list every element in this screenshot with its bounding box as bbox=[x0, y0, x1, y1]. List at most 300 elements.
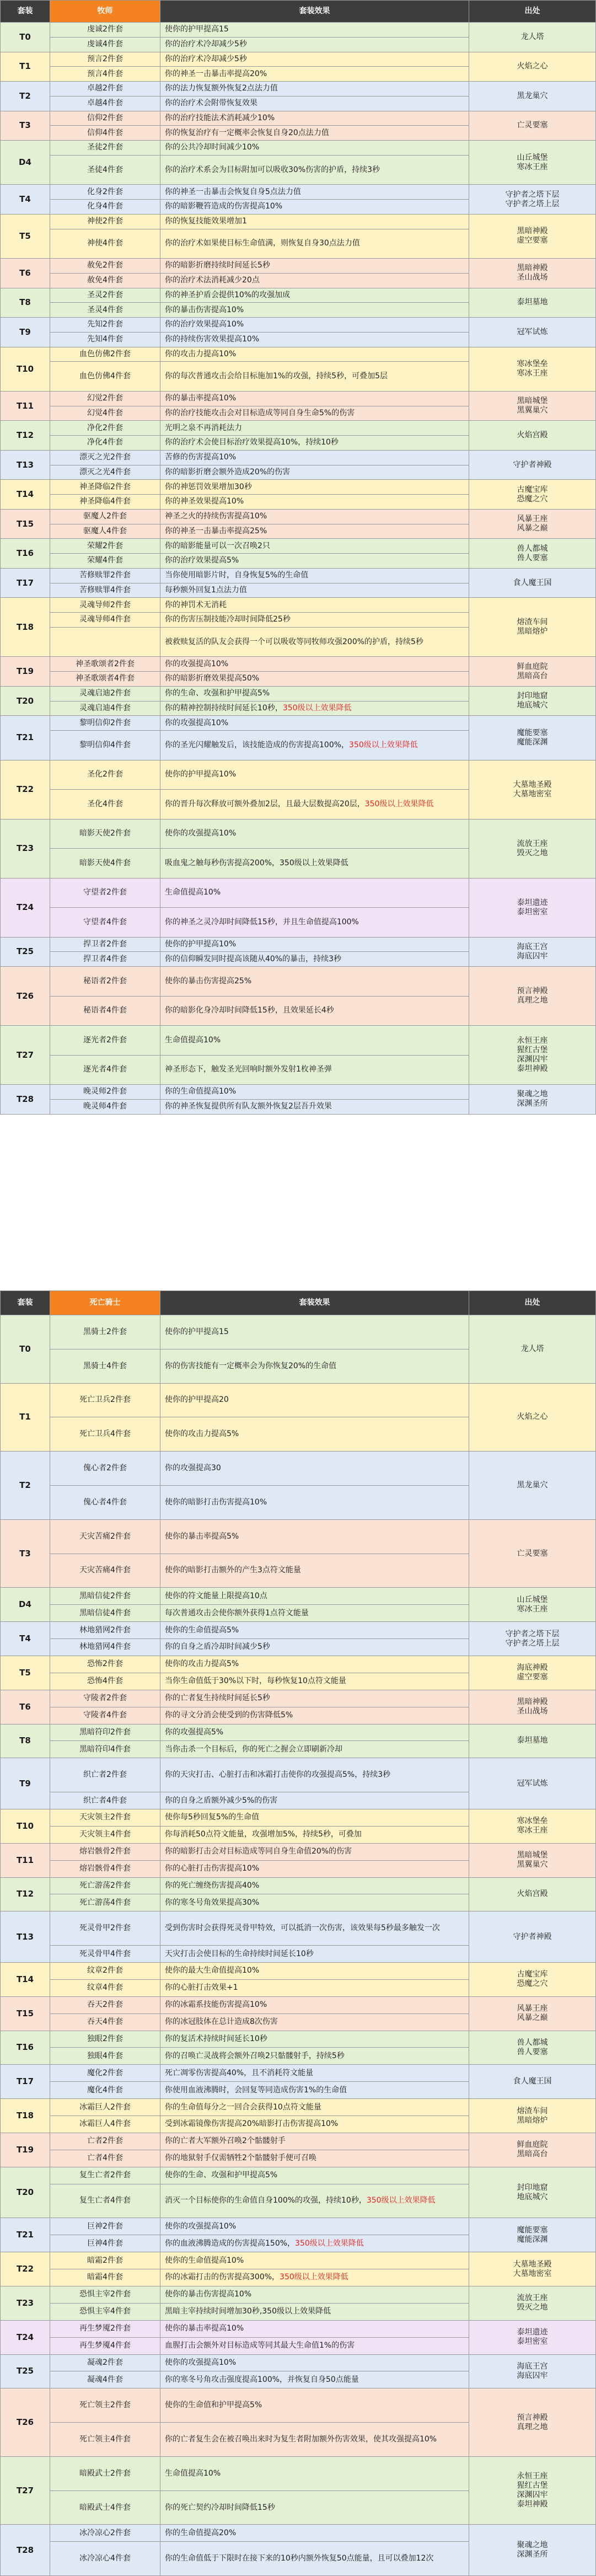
set-piece: 赦免2件套 bbox=[50, 259, 160, 274]
set-effect-text: 使你的生命值提高5% bbox=[165, 1625, 239, 1635]
set-effect-text: 你的圣光闪耀触发后，该技能造成的伤害提高100%， bbox=[165, 740, 350, 749]
source-cell bbox=[469, 1588, 596, 1622]
source-text: 封印地窟 地底城穴 bbox=[517, 692, 548, 710]
set-piece: 血色仿佛2件套 bbox=[50, 347, 160, 362]
source-text: 泰坦遗迹 泰坦密室 bbox=[517, 898, 548, 917]
source-cell bbox=[469, 259, 596, 288]
set-effect-text: 当你击杀一个目标后，你的死亡之握会立即刷新冷却 bbox=[165, 1744, 342, 1754]
set-piece: 吞天4件套 bbox=[50, 2013, 160, 2031]
set-effect bbox=[160, 2269, 469, 2286]
set-piece: 冰冷凉心4件套 bbox=[50, 2542, 160, 2576]
source-text: 兽人都城 兽人要塞 bbox=[517, 544, 548, 563]
set-effect-text: 血腥打击会额外对目标造成等同其最大生命值1%的伤害 bbox=[165, 2341, 355, 2350]
set-effect bbox=[160, 126, 469, 141]
set-effect bbox=[160, 2048, 469, 2065]
table-row bbox=[1, 1911, 596, 1946]
set-effect-text: 苦修的伤害提高10% bbox=[165, 453, 237, 462]
set-effect-text: 你的亡者大军额外召唤2个骷髅射手 bbox=[165, 2136, 286, 2146]
source-text: 熔渣车间 黑暗熔炉 bbox=[517, 2106, 548, 2125]
set-piece: 恐怖4件套 bbox=[50, 1673, 160, 1690]
set-effect bbox=[160, 303, 469, 318]
set-effect bbox=[160, 2031, 469, 2048]
tier-label: T16 bbox=[1, 2031, 50, 2065]
set-effect bbox=[160, 539, 469, 554]
source-cell bbox=[469, 598, 596, 657]
tier-label: T28 bbox=[1, 2525, 50, 2576]
set-effect bbox=[160, 465, 469, 480]
set-effect bbox=[160, 2320, 469, 2337]
table-row bbox=[1, 2388, 596, 2423]
set-effect-text: 你的寻文分消会使受到的伤害降低5% bbox=[165, 1711, 293, 1720]
table-row bbox=[1, 819, 596, 849]
set-piece: 死亡领主4件套 bbox=[50, 2423, 160, 2457]
source-cell bbox=[469, 568, 596, 598]
set-effect-text: 你的神圣之灵冷却时间降低15秒，并且生命值提高100% bbox=[165, 917, 359, 926]
source-text: 魔能要塞 魔能深渊 bbox=[517, 728, 548, 747]
source-text: 鲜血庭院 黑暗高台 bbox=[517, 662, 548, 681]
set-piece: 圣灵2件套 bbox=[50, 288, 160, 303]
set-piece: 净化2件套 bbox=[50, 421, 160, 436]
set-piece: 暗霜4件套 bbox=[50, 2269, 160, 2286]
table-row bbox=[1, 185, 596, 200]
table-row bbox=[1, 2286, 596, 2303]
set-piece: 天灾苦痛4件套 bbox=[50, 1554, 160, 1588]
header-row bbox=[1, 1, 596, 23]
set-effect-text: 使你的护甲提高10% bbox=[165, 770, 237, 779]
source-text: 大墓地圣殿 大墓地密室 bbox=[513, 2259, 552, 2278]
table-row bbox=[1, 318, 596, 333]
set-effect-text: 神圣形态下，触发圣光回响时额外发射1枚神圣弹 bbox=[165, 1065, 332, 1074]
tier-label: T17 bbox=[1, 568, 50, 598]
tier-label: T23 bbox=[1, 2286, 50, 2320]
set-piece: 黑暗信徒2件套 bbox=[50, 1588, 160, 1605]
set-piece: 神圣歌颂者2件套 bbox=[50, 657, 160, 672]
tier-label: T4 bbox=[1, 1622, 50, 1656]
set-effect-text: 受到冰霜镜像伤害提高20%暗影打击伤害提高10% bbox=[165, 2119, 339, 2129]
table-row bbox=[1, 2456, 596, 2491]
set-effect-text: 你的治疗术会使目标治疗效果提高10%，持续10秒 bbox=[165, 438, 339, 447]
set-piece bbox=[50, 627, 160, 657]
set-effect-text: 你的生命值提高10% bbox=[165, 1087, 237, 1096]
set-effect bbox=[160, 967, 469, 997]
source-text: 黑暗神殿 圣山战场 bbox=[517, 264, 548, 282]
tier-label: T5 bbox=[1, 1656, 50, 1690]
set-effect bbox=[160, 731, 469, 761]
set-effect bbox=[160, 229, 469, 259]
set-effect bbox=[160, 1894, 469, 1911]
set-effect bbox=[160, 2082, 469, 2099]
set-piece: 暗影天使4件套 bbox=[50, 849, 160, 879]
set-effect-text: 你的伤害压制技能冷却时间降低25秒 bbox=[165, 615, 291, 624]
set-effect bbox=[160, 1996, 469, 2013]
set-piece: 驱魔人4件套 bbox=[50, 524, 160, 539]
table-row bbox=[1, 686, 596, 701]
table-row bbox=[1, 967, 596, 997]
set-effect bbox=[160, 996, 469, 1026]
source-cell bbox=[469, 141, 596, 185]
set-effect bbox=[160, 1349, 469, 1383]
table-row bbox=[1, 2218, 596, 2235]
tier-label: D4 bbox=[1, 141, 50, 185]
set-effect-text: 使你的护甲提高15 bbox=[165, 1327, 229, 1336]
source-text: 预言神殿 真理之地 bbox=[517, 987, 548, 1005]
header-tier: 套装 bbox=[1, 1291, 50, 1315]
set-effect-text: 使你的生命、攻强和护甲提高5% bbox=[165, 2171, 278, 2180]
table-row bbox=[1, 878, 596, 908]
set-effect-text: 你的公共冷却时间减少10% bbox=[165, 143, 260, 152]
set-effect bbox=[160, 554, 469, 569]
table-row bbox=[1, 1963, 596, 1980]
set-effect bbox=[160, 908, 469, 938]
set-piece: 守陵者2件套 bbox=[50, 1690, 160, 1707]
set-effect-text: 当你使用暗影片时，自身恢复5%的生命值 bbox=[165, 571, 309, 580]
set-piece: 冰霜巨人2件套 bbox=[50, 2099, 160, 2116]
source-text: 永恒王座 猩红古堡 深渊囚牢 泰坦神殿 bbox=[517, 2472, 548, 2509]
source-cell bbox=[469, 480, 596, 510]
table-row bbox=[1, 450, 596, 465]
source-text: 亡灵要塞 bbox=[517, 121, 548, 130]
set-piece: 神圣降临4件套 bbox=[50, 495, 160, 510]
set-effect-text: 你的持续伤害效果提高10% bbox=[165, 335, 260, 344]
source-text: 泰坦墓地 bbox=[517, 1736, 548, 1745]
tier-label: T26 bbox=[1, 967, 50, 1026]
set-effect-text: 你的信仰瞬发同时提高该随从40%的暴击，持续3秒 bbox=[165, 954, 342, 963]
source-text: 火焰宫殿 bbox=[517, 1889, 548, 1899]
set-piece: 秘语者4件套 bbox=[50, 996, 160, 1026]
source-cell bbox=[469, 1809, 596, 1843]
set-effect bbox=[160, 1741, 469, 1758]
set-effect bbox=[160, 716, 469, 731]
tier-label: T13 bbox=[1, 450, 50, 480]
tier-label: T14 bbox=[1, 480, 50, 510]
set-effect-text: 使你的攻击力提高5% bbox=[165, 1429, 239, 1439]
source-text: 亡灵要塞 bbox=[517, 1549, 548, 1558]
source-text: 海底神殿 虚空要塞 bbox=[517, 1663, 548, 1682]
set-effect-text: 你的治疗效果提高5% bbox=[165, 556, 239, 565]
set-effect bbox=[160, 937, 469, 952]
tier-label: T18 bbox=[1, 598, 50, 657]
set-effect bbox=[160, 1588, 469, 1605]
table-row bbox=[1, 2099, 596, 2116]
set-piece: 荣耀4件套 bbox=[50, 554, 160, 569]
set-piece: 纹章2件套 bbox=[50, 1963, 160, 1980]
level-note: 350级以上效果降低 bbox=[282, 703, 352, 713]
set-effect bbox=[160, 1963, 469, 1980]
source-cell bbox=[469, 1315, 596, 1384]
tier-label: T1 bbox=[1, 1383, 50, 1452]
set-effect bbox=[160, 1826, 469, 1843]
header-row bbox=[1, 1291, 596, 1315]
set-piece: 信仰2件套 bbox=[50, 111, 160, 126]
set-effect bbox=[160, 1639, 469, 1656]
set-effect bbox=[160, 627, 469, 657]
source-text: 流放王座 毁灭之地 bbox=[517, 839, 548, 858]
set-effect bbox=[160, 1946, 469, 1963]
table-row bbox=[1, 1085, 596, 1100]
source-text: 火焰之心 bbox=[517, 1412, 548, 1422]
set-effect-text: 你的治疗技能攻击会对目标造成等同自身生命5%的伤害 bbox=[165, 408, 355, 417]
source-text: 黑暗城堡 黑翼巢穴 bbox=[517, 397, 548, 415]
set-effect-text: 你的治疗术冷却减少5秒 bbox=[165, 40, 247, 49]
tier-label: D4 bbox=[1, 1588, 50, 1622]
table-row bbox=[1, 1996, 596, 2013]
table-row bbox=[1, 1690, 596, 1707]
set-piece: 熔岩骸骨4件套 bbox=[50, 1860, 160, 1877]
set-piece: 恐惧主宰4件套 bbox=[50, 2303, 160, 2320]
set-effect-text: 使你的暗影打击额外的产生3点符文能量 bbox=[165, 1566, 301, 1575]
source-text: 冠军试炼 bbox=[517, 327, 548, 336]
set-piece: 逐光者2件套 bbox=[50, 1026, 160, 1056]
tier-label: T21 bbox=[1, 2218, 50, 2252]
source-text: 泰坦墓地 bbox=[517, 298, 548, 307]
table-row bbox=[1, 568, 596, 583]
tier-label: T10 bbox=[1, 347, 50, 391]
set-effect bbox=[160, 849, 469, 879]
source-cell bbox=[469, 185, 596, 215]
table-row bbox=[1, 2133, 596, 2150]
set-effect-text: 你的死亡契约冷却时间降低15秒 bbox=[165, 2503, 275, 2512]
set-effect-text: 使你的护甲提高20 bbox=[165, 1395, 229, 1405]
set-effect bbox=[160, 1809, 469, 1826]
set-piece: 化身2件套 bbox=[50, 185, 160, 200]
set-effect-text: 你的血液沸腾造成的伤害提高150%， bbox=[165, 2238, 296, 2248]
set-effect bbox=[160, 1877, 469, 1894]
set-effect-text: 被救赎复活的队友会获得一个可以吸收等同牧师攻强200%的护盾，持续5秒 bbox=[165, 637, 423, 646]
set-effect-text: 受到伤害时会获得死灵骨甲特效，可以抵消一次伤害，该效果每5秒最多触发一次 bbox=[165, 1924, 440, 1933]
set-effect-text: 你的生命值每分之一回合会获得10点符文能量 bbox=[165, 2102, 321, 2112]
source-text: 聚魂之地 深渊圣所 bbox=[517, 2541, 548, 2559]
tier-label: T28 bbox=[1, 1085, 50, 1115]
source-cell bbox=[469, 878, 596, 937]
set-effect-text: 你的神圣一击暴击会恢复自身5点法力值 bbox=[165, 187, 301, 196]
set-effect-text: 你的暴击率提高10% bbox=[165, 394, 237, 403]
set-effect bbox=[160, 200, 469, 215]
source-cell bbox=[469, 1758, 596, 1809]
set-piece: 虔诚4件套 bbox=[50, 37, 160, 52]
set-effect-text: 你的暗影化身冷却时间降低15秒，且效果延长4秒 bbox=[165, 1006, 334, 1015]
set-piece: 净化4件套 bbox=[50, 436, 160, 451]
header-tier: 套装 bbox=[1, 1, 50, 23]
tier-label: T17 bbox=[1, 2065, 50, 2099]
set-piece: 黑暗信徒4件套 bbox=[50, 1605, 160, 1622]
table-row bbox=[1, 1758, 596, 1792]
source-cell bbox=[469, 2456, 596, 2525]
table-row bbox=[1, 141, 596, 156]
set-effect-text: 使你的暴击伤害提高25% bbox=[165, 976, 252, 986]
set-piece: 复生亡者4件套 bbox=[50, 2184, 160, 2218]
set-piece: 晚灵师4件套 bbox=[50, 1099, 160, 1114]
set-piece: 黑暗符印4件套 bbox=[50, 1741, 160, 1758]
set-effect-text: 你的复活术持续时间延长10秒 bbox=[165, 2034, 267, 2043]
table-row bbox=[1, 347, 596, 362]
source-text: 永恒王座 猩红古堡 深渊囚牢 泰坦神殿 bbox=[517, 1036, 548, 1073]
set-effect bbox=[160, 2525, 469, 2542]
tier-label: T21 bbox=[1, 716, 50, 760]
set-effect bbox=[160, 318, 469, 333]
level-note: 350级以上效果降低 bbox=[366, 2196, 436, 2205]
source-cell bbox=[469, 819, 596, 878]
set-effect-text: 你的攻强提高10% bbox=[165, 659, 229, 668]
set-effect-text: 你的暗影折磨持续时间延长5秒 bbox=[165, 261, 270, 270]
table-row bbox=[1, 1588, 596, 1605]
set-piece: 林地猎网2件套 bbox=[50, 1622, 160, 1639]
set-effect-text: 你的暗影能量可以一次召唤2只 bbox=[165, 541, 270, 550]
set-effect bbox=[160, 1758, 469, 1792]
source-text: 熔渣车间 黑暗熔炉 bbox=[517, 618, 548, 636]
source-text: 山丘城堡 寒冰王座 bbox=[517, 1595, 548, 1614]
source-text: 黑龙巢穴 bbox=[517, 1480, 548, 1490]
set-effect bbox=[160, 1383, 469, 1417]
set-effect bbox=[160, 2286, 469, 2303]
set-effect bbox=[160, 155, 469, 185]
set-effect bbox=[160, 878, 469, 908]
set-effect bbox=[160, 2252, 469, 2269]
set-effect-text: 你的冰霜打击的伤害提高300%， bbox=[165, 2273, 280, 2282]
set-piece: 再生梦魇2件套 bbox=[50, 2320, 160, 2337]
source-cell bbox=[469, 1383, 596, 1452]
set-effect-text: 你的神圣一击暴击率提高20% bbox=[165, 69, 267, 78]
set-effect-text: 使你每5秒回复5%的生命值 bbox=[165, 1813, 260, 1822]
table-row bbox=[1, 111, 596, 126]
set-effect bbox=[160, 1843, 469, 1860]
set-effect bbox=[160, 2354, 469, 2371]
set-effect bbox=[160, 82, 469, 97]
set-effect bbox=[160, 2065, 469, 2082]
set-effect-text: 使你的攻强提高10% bbox=[165, 829, 237, 838]
tier-label: T27 bbox=[1, 1026, 50, 1085]
set-piece: 神使2件套 bbox=[50, 214, 160, 229]
set-effect-text: 你的地狱射手仅需牺牲2个骷髅射手便可召唤 bbox=[165, 2154, 316, 2163]
source-text: 守护者神殿 bbox=[513, 460, 552, 469]
tier-label: T5 bbox=[1, 214, 50, 258]
set-effect-text: 你的心脏打击效果+1 bbox=[165, 1983, 238, 1993]
tier-label: T25 bbox=[1, 2354, 50, 2388]
set-effect bbox=[160, 37, 469, 52]
tier-label: T23 bbox=[1, 819, 50, 878]
set-piece: 织亡者2件套 bbox=[50, 1758, 160, 1792]
set-effect bbox=[160, 2371, 469, 2388]
tier-label: T6 bbox=[1, 1690, 50, 1724]
table-row bbox=[1, 1519, 596, 1554]
set-piece: 晚灵师2件套 bbox=[50, 1085, 160, 1100]
set-effect bbox=[160, 1724, 469, 1741]
source-text: 黑暗城堡 黑翼巢穴 bbox=[517, 1851, 548, 1870]
set-piece: 凝魂2件套 bbox=[50, 2354, 160, 2371]
set-piece: 天灾领主4件套 bbox=[50, 1826, 160, 1843]
set-effect bbox=[160, 1792, 469, 1809]
table-row bbox=[1, 1452, 596, 1486]
set-effect bbox=[160, 1315, 469, 1349]
set-effect bbox=[160, 273, 469, 288]
set-effect bbox=[160, 613, 469, 628]
source-cell bbox=[469, 2065, 596, 2099]
set-effect-text: 你的攻强提高30 bbox=[165, 1464, 221, 1473]
set-effect bbox=[160, 1452, 469, 1486]
set-effect bbox=[160, 686, 469, 701]
set-effect bbox=[160, 450, 469, 465]
set-piece: 守望者2件套 bbox=[50, 878, 160, 908]
set-effect-text: 使你的护甲提高15 bbox=[165, 25, 229, 34]
set-effect-text: 你的暗影打击会对目标造成等同自身生命值20%的伤害 bbox=[165, 1847, 352, 1856]
set-effect-text: 你的晋升每次释放可额外叠加2层，且最大层数提高20层， bbox=[165, 799, 365, 808]
tier-label: T19 bbox=[1, 657, 50, 687]
set-effect-text: 使你的生命值和护甲提高5% bbox=[165, 2401, 262, 2410]
tier-label: T2 bbox=[1, 1452, 50, 1520]
source-text: 黑暗神殿 圣山战场 bbox=[517, 1697, 548, 1716]
set-effect-text: 使你的暗影打击伤害提高10% bbox=[165, 1497, 267, 1507]
set-effect bbox=[160, 495, 469, 510]
set-effect bbox=[160, 2150, 469, 2167]
source-text: 龙人塔 bbox=[520, 32, 544, 41]
set-piece: 捍卫者2件套 bbox=[50, 937, 160, 952]
set-effect bbox=[160, 2099, 469, 2116]
set-effect bbox=[160, 2303, 469, 2320]
set-piece: 暗殿武士4件套 bbox=[50, 2491, 160, 2525]
set-effect-text: 你的每次普通攻击会给目标施加1%的攻强，持续5秒，可叠加5层 bbox=[165, 372, 388, 381]
source-cell bbox=[469, 450, 596, 480]
set-piece: 巨神2件套 bbox=[50, 2218, 160, 2235]
set-piece: 黑暗符印2件套 bbox=[50, 1724, 160, 1741]
source-text: 龙人塔 bbox=[520, 1344, 544, 1353]
header-source: 出处 bbox=[469, 1291, 596, 1315]
set-effect-text: 你的治疗术会附带恢复效果 bbox=[165, 99, 257, 108]
source-text: 聚魂之地 深渊圣所 bbox=[517, 1090, 548, 1108]
set-effect-text: 你每消耗50点符文能量，攻强增加5%，持续5秒，可叠加 bbox=[165, 1830, 362, 1839]
set-effect-text: 黑暗主宰持续时间增加30秒,350级以上效果降低 bbox=[165, 2307, 331, 2316]
source-text: 海底王宫 海底囚牢 bbox=[517, 942, 548, 961]
set-effect-text: 每秒额外回复1点法力值 bbox=[165, 585, 247, 595]
set-effect bbox=[160, 1707, 469, 1724]
set-piece: 亡者4件套 bbox=[50, 2150, 160, 2167]
source-cell bbox=[469, 2099, 596, 2133]
set-piece: 幻觉4件套 bbox=[50, 406, 160, 421]
set-effect bbox=[160, 2218, 469, 2235]
set-effect-text: 天灾打击会使目标的生命持续时间延长10秒 bbox=[165, 1949, 314, 1958]
source-cell bbox=[469, 1452, 596, 1520]
set-piece: 死灵骨甲2件套 bbox=[50, 1911, 160, 1946]
table-row bbox=[1, 509, 596, 524]
source-text: 流放王座 毁灭之地 bbox=[517, 2294, 548, 2312]
set-effect-text: 你的自身之盾额外减少5%的伤害 bbox=[165, 1796, 278, 1805]
table-row bbox=[1, 480, 596, 495]
set-effect-text: 你使用血液沸腾时，会回复等同造成伤害1%的生命值 bbox=[165, 2085, 347, 2095]
source-cell bbox=[469, 1877, 596, 1911]
set-effect bbox=[160, 1860, 469, 1877]
set-effect-text: 你的暗影鞭笞造成的伤害提高10% bbox=[165, 202, 283, 211]
source-text: 封印地窟 地底城穴 bbox=[517, 2183, 548, 2202]
set-effect bbox=[160, 391, 469, 406]
tier-label: T11 bbox=[1, 391, 50, 421]
set-effect bbox=[160, 111, 469, 126]
source-cell bbox=[469, 2252, 596, 2286]
set-piece: 冰冷凉心2件套 bbox=[50, 2525, 160, 2542]
set-effect-text: 你的治疗术如果使目标生命值满，则恢复自身30点法力值 bbox=[165, 239, 360, 248]
tier-label: T14 bbox=[1, 1963, 50, 1997]
set-effect-text: 光明之泉不再消耗法力 bbox=[165, 423, 242, 432]
set-piece: 漂灭之光4件套 bbox=[50, 465, 160, 480]
source-cell bbox=[469, 2031, 596, 2065]
set-piece: 死亡领主2件套 bbox=[50, 2388, 160, 2423]
source-text: 山丘城堡 寒冰王座 bbox=[517, 153, 548, 172]
set-effect bbox=[160, 952, 469, 967]
set-piece: 圣灵4件套 bbox=[50, 303, 160, 318]
set-effect bbox=[160, 2456, 469, 2491]
set-piece: 黑骑士4件套 bbox=[50, 1349, 160, 1383]
set-effect bbox=[160, 2167, 469, 2184]
source-cell bbox=[469, 1026, 596, 1085]
tier-label: T11 bbox=[1, 1843, 50, 1877]
set-effect bbox=[160, 819, 469, 849]
